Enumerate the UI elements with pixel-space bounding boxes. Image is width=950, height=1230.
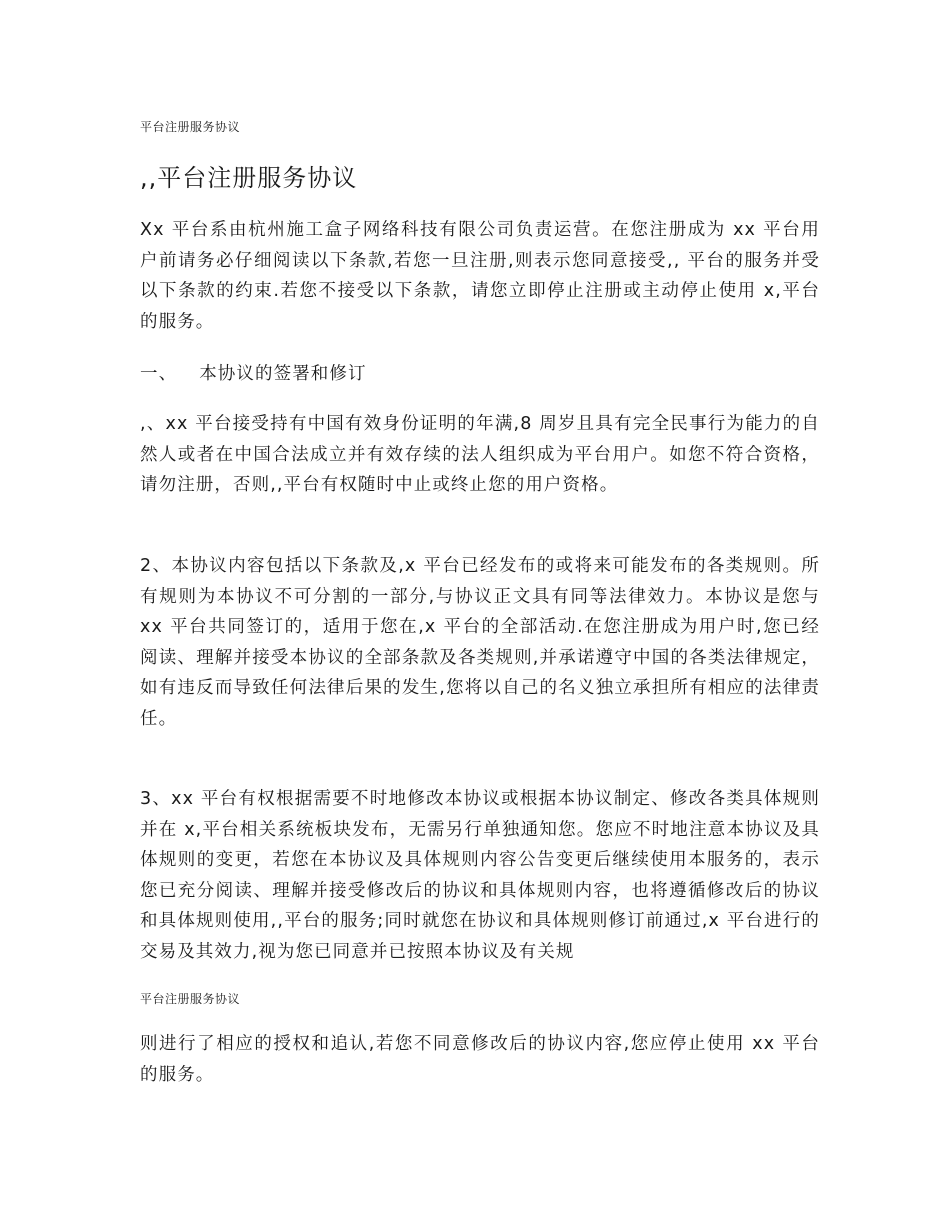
continuation-paragraph: 则进行了相应的授权和追认,若您不同意修改后的协议内容,您应停止使用 xx 平台的服务。	[140, 1034, 820, 1085]
clause-3: 3、xx 平台有权根据需要不时地修改本协议或根据本协议制定、修改各类具体规则并在 x,平台相关系统板块发布，无需另行单独通知您。您应不时地注意本协议及具体规则的变更，若您在本协议及具体规则内容公告变更后继续使用本服务的，表示您已充分阅读、理解并接受修改后的协议和具体规则内容，也将遵循修改后的协议和具体规则使用,,平台的服务;同时就您在协议和具体规则修订前通过,x 平台进行的交易及其效力,视为您已同意并已按照本协议及有关规	[140, 789, 820, 962]
running-header-top: 平台注册服务协议	[140, 120, 241, 134]
clause-1: ,、xx 平台接受持有中国有效身份证明的年满,8 周岁且具有完全民事行为能力的自然人或者在中国合法成立并有效存续的法人组织成为平台用户。如您不符合资格，请勿注册，否则,,平台有权随时中止或终止您的用户资格。	[140, 414, 820, 495]
intro-paragraph: Xx 平台系由杭州施工盒子网络科技有限公司负责运营。在您注册成为 xx 平台用户前请务必仔细阅读以下条款,若您一旦注册,则表示您同意接受,, 平台的服务并受以下条款的约束.若您不接受以下条款，请您立即停止注册或主动停止使用 x,平台的服务。	[140, 220, 820, 332]
section-number: 一、	[140, 364, 178, 384]
document-title: ,,平台注册服务协议	[140, 164, 358, 192]
running-header-bottom: 平台注册服务协议	[140, 992, 241, 1006]
clause-2: 2、本协议内容包括以下条款及,x 平台已经发布的或将来可能发布的各类规则。所有规则为本协议不可分割的一部分,与协议正文具有同等法律效力。本协议是您与 xx 平台共同签订的，适用于您在,x 平台的全部活动.在您注册成为用户时,您已经阅读、理解并接受本协议的全部条款及各类规则,并承诺遵守中国的各类法律规定，如有违反而导致任何法律后果的发生,您将以自己的名义独立承担所有相应的法律责任。	[140, 556, 820, 729]
section-title: 本协议的签署和修订	[199, 364, 367, 384]
section-heading-1	[140, 359, 367, 389]
